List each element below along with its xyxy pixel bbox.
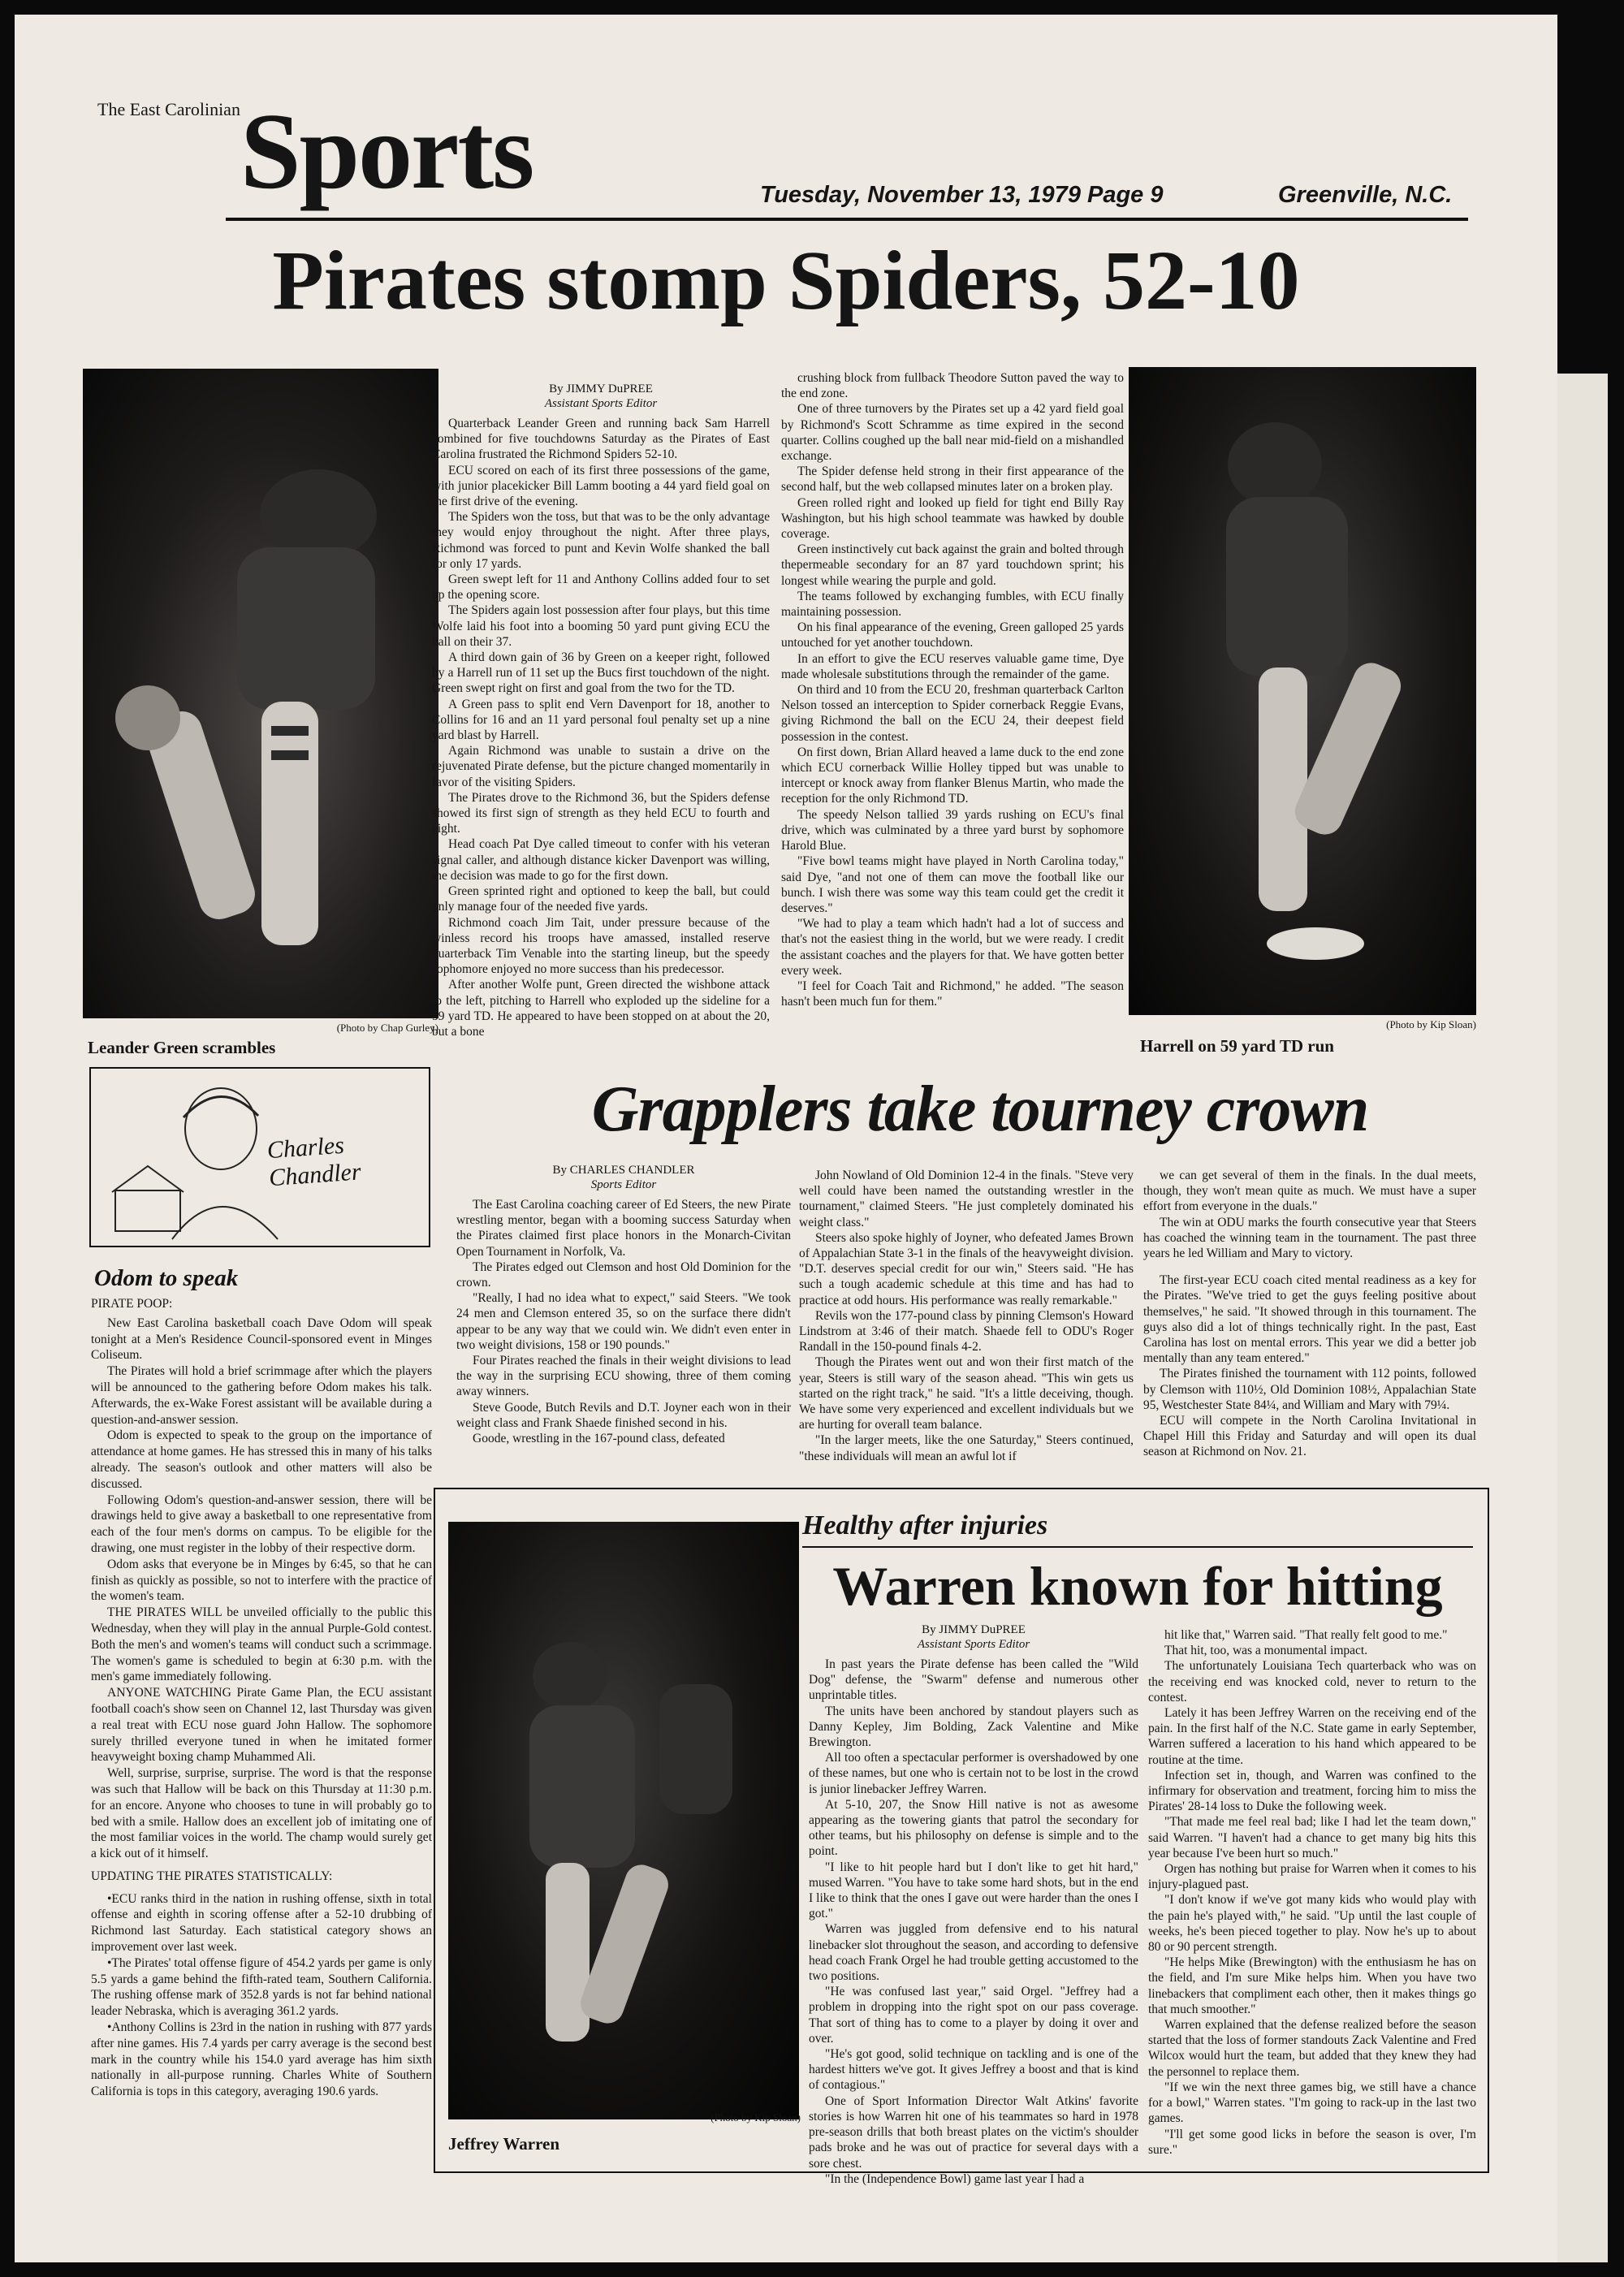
warren-byline-title: Assistant Sports Editor <box>917 1638 1030 1651</box>
paragraph: Head coach Pat Dye called timeout to confer with his veteran signal caller, and although distance kicker Davenport was willing, the decision was made to go for the first down. <box>432 837 770 883</box>
paragraph: All too often a spectacular performer is overshadowed by one of these names, but one who is certain not to be lost in the crowd is junior linebacker Jeffrey Warren. <box>809 1751 1138 1796</box>
warren-story-box <box>434 1488 1489 2186</box>
warren-headline: Warren known for hitting <box>832 1555 1443 1617</box>
paragraph: we can get several of them in the finals. In the dual meets, though, they won't mean quite as much. We must have a super effort from everyone in the duals." <box>1143 1169 1476 1214</box>
lead-column-1 <box>432 382 770 1056</box>
paragraph: Warren explained that the defense realized before the season started that the loss of former standouts Zack Valentine and Fred Wilcox would hurt the team, but added that they knew they had the personnel to replace them. <box>1148 2018 1476 2079</box>
columnist-sig-box <box>89 1067 430 1247</box>
paragraph: One of Sport Information Director Walt Atkins' favorite stories is how Warren hit one of his teammates so hard in 1978 pre-season drills that both breast plates on the victim's shoulder pads broke and he was out of practice for several days with a sore chest. <box>809 2093 1138 2171</box>
paragraph: Richmond coach Jim Tait, under pressure because of the winless record his troops have amassed, installed reserve quarterback Tim Venable into the starting lineup, but the speedy sophomore enjoyed no more success than his predecessor. <box>432 915 770 977</box>
paragraph: The units have been anchored by standout players such as Danny Kepley, Jim Bolding, Zack Valentine and Mike Brewington. <box>809 1704 1138 1750</box>
paragraph: A third down gain of 36 by Green on a keeper right, followed by a Harrell run of 11 set up the Bucs first touchdown of the night. Green swept right on first and goal from the two for the TD. <box>432 650 770 696</box>
paragraph: Quarterback Leander Green and running back Sam Harrell combined for five touchdowns Saturday as the Pirates of East Carolina frustrated the Richmond Spiders 52-10. <box>432 417 770 462</box>
paragraph: •Anthony Collins is 23rd in the nation in rushing with 877 yards after nine games. His 7.4 yards per carry average is the second best mark in the country while his 154.0 yard average has him sixth nationally in all-purpose running. Charles White of Southern California is tops in this category, averaging 190.6 yards. <box>91 2020 432 2099</box>
paragraph: At 5-10, 207, the Snow Hill native is not as awesome appearing as the towering giants that patrol the secondary for other teams, but his philosophy on defense is simple and to the point. <box>809 1797 1138 1859</box>
paragraph: Again Richmond was unable to sustain a drive on the rejuvenated Pirate defense, but the picture changed momentarily in favor of the visiting Spiders. <box>432 744 770 789</box>
paragraph: One of three turnovers by the Pirates set up a 42 yard field goal by Richmond's Scott Schramme as time expired in the second quarter. Collins coughed up the ball near mid-field on a mishandled exchange. <box>781 402 1124 464</box>
paragraph: The first-year ECU coach cited mental readiness as a key for the Pirates. "We've tried to get the guys feeling positive about themselves," he said. "It showed through in this tournament. The guys also did a lot of things technically right. In the past, East Carolina has lost on mental errors. This year we did a better job mentally than any team entered." <box>1143 1273 1476 1366</box>
kicker-rule <box>802 1546 1473 1548</box>
paragraph: Though the Pirates went out and won their first match of the year, Steers is still wary of the season ahead. "This win gets us started on the right track," he said. "It's a little deceiving, though. We have some very experienced and excellent individuals but we are hurting for overall team balance. <box>799 1355 1134 1432</box>
paragraph: The Spider defense held strong in their first appearance of the second half, but the web collapsed minutes later on a broken play. <box>781 464 1124 495</box>
paragraph: UPDATING THE PIRATES STATISTICALLY: <box>91 1869 333 1883</box>
wrestling-byline-title: Sports Editor <box>590 1178 657 1191</box>
paragraph: The Spiders won the toss, but that was to be the only advantage they would enjoy throughout the night. After three plays, Richmond was forced to punt and Kevin Wolfe shanked the ball for only 17 yards. <box>432 510 770 571</box>
paragraph: Following Odom's question-and-answer session, there will be drawings held to give away a basketball to one representative from each of the four men's dorms on campus. To be eligible for the drawing, one must register in the lobby of their respective dorm. <box>91 1493 432 1555</box>
paragraph: The Pirates finished the tournament with 112 points, followed by Clemson with 110½, Old Dominion 108½, Appalachian State 95, Westchester State 84¼, and William and Mary with 79¼. <box>1143 1367 1476 1412</box>
wrestling-column-2 <box>799 1168 1134 1475</box>
paragraph: Orgen has nothing but praise for Warren when it comes to his injury-plagued past. <box>1148 1862 1476 1892</box>
paragraph: Green swept left for 11 and Anthony Collins added four to set up the opening score. <box>432 572 770 603</box>
paragraph: The Pirates drove to the Richmond 36, but the Spiders defense showed its first sign of strength as they held ECU to fourth and eight. <box>432 790 770 836</box>
photo-jeffrey-warren <box>448 1522 799 2119</box>
paragraph: The speedy Nelson tallied 39 yards rushing on ECU's final drive, which was culminated by a three yard burst by sophomore Harold Blue. <box>781 807 1124 853</box>
paragraph: That hit, too, was a monumental impact. <box>1164 1644 1368 1658</box>
wrestling-headline: Grapplers take tourney crown <box>591 1074 1369 1145</box>
wrestling-byline: By CHARLES CHANDLER <box>552 1164 695 1177</box>
newspaper-page <box>15 15 1557 2262</box>
photo-right-caption: Harrell on 59 yard TD run <box>1140 1036 1334 1056</box>
paragraph: The Pirates will hold a brief scrimmage after which the players will be announced to the gathering before Odom makes his talk. Afterwards, the ex-Wake Forest assistant will be available during a question-and-answer session. <box>91 1364 432 1427</box>
paragraph: A Green pass to split end Vern Davenport for 18, another to Collins for 16 and an 11 yard personal foul penalty set up a nine yard blast by Harrell. <box>432 697 770 743</box>
paragraph: "I'll get some good licks in before the season is over, I'm sure." <box>1148 2127 1476 2157</box>
paragraph: In past years the Pirate defense has been called the "Wild Dog" defense, the "Swarm" defense and numerous other unprintable titles. <box>809 1657 1138 1703</box>
paragraph <box>1143 1261 1476 1272</box>
paragraph: Steers also spoke highly of Joyner, who defeated James Brown of Appalachian State 3-1 in the finals of the heavyweight division. "D.T. deserves special credit for our win," Steers said. "He has such a tough academic schedule at this time and has had to practice at odd hours. His performance was really remarkable." <box>799 1230 1134 1307</box>
paragraph: The Spiders again lost possession after four plays, but this time Wolfe laid his foot into a booming 50 yard punt giving ECU the ball on their 37. <box>432 603 770 649</box>
photo-left-credit: (Photo by Chap Gurley) <box>336 1022 438 1034</box>
paragraph: "He was confused last year," said Orgel. "Jeffrey had a problem in dropping into the right spot on our pass coverage. That sort of thing has to come to a player by doing it over and over. <box>809 1985 1138 2046</box>
paragraph: New East Carolina basketball coach Dave Odom will speak tonight at a Men's Residence Council-sponsored event in Minges Coliseum. <box>91 1316 432 1363</box>
paragraph: Steve Goode, Butch Revils and D.T. Joyner each won in their weight class and Frank Shaede finished second in his. <box>456 1400 791 1430</box>
paragraph: ECU will compete in the North Carolina Invitational in Chapel Hill this Friday and Saturday and will open its dual season at Richmond on Nov. 21. <box>1143 1414 1476 1459</box>
paragraph: On third and 10 from the ECU 20, freshman quarterback Carlton Nelson tossed an interception to Spider cornerback Reggie Evans, giving Richmond the ball on the ECU 24, their deepest field possession in the contest. <box>781 683 1124 744</box>
warren-photo-caption: Jeffrey Warren <box>448 2134 560 2154</box>
paragraph: ECU scored on each of its first three possessions of the game, with junior placekicker Bill Lamm booting a 44 yard field goal on the first drive of the evening. <box>432 463 770 509</box>
football-player-figure <box>83 369 438 1018</box>
warren-byline: By JIMMY DuPREE <box>922 1623 1026 1636</box>
paragraph: crushing block from fullback Theodore Sutton paved the way to the end zone. <box>781 371 1124 401</box>
location: Greenville, N.C. <box>1278 182 1453 208</box>
column-title: Odom to speak <box>94 1265 239 1291</box>
paragraph: "We had to play a team which hadn't had a lot of success and that's not the easiest thing in the world, but we were ready. I credit the assistant coaches and the players for that. We have gotten better every week. <box>781 917 1124 978</box>
paragraph: Infection set in, though, and Warren was confined to the infirmary for observation and treatment, forcing him to miss the Pirates' 28-14 loss to Duke the following week. <box>1148 1768 1476 1814</box>
warren-photo-credit: (Photo by Kip Sloan) <box>710 2111 801 2124</box>
paragraph: Warren was juggled from defensive end to his natural linebacker slot throughout the season, and according to defensive head coach Frank Orgel he had trouble getting accustomed to the two positions. <box>809 1922 1138 1984</box>
dateline: Tuesday, November 13, 1979 Page 9 <box>760 182 1164 208</box>
lead-byline: By JIMMY DuPREE <box>549 382 653 395</box>
paragraph: hit like that," Warren said. "That really felt good to me." <box>1164 1628 1448 1642</box>
paragraph: On first down, Brian Allard heaved a lame duck to the end zone which ECU cornerback Willie Holley tipped but was unable to intercept or knock away from flanker Blenus Martin, who made the reception for the only Richmond TD. <box>781 745 1124 806</box>
paragraph: "In the larger meets, like the one Saturday," Steers continued, "these individuals will mean an awful lot if <box>799 1433 1134 1463</box>
paragraph: Revils won the 177-pound class by pinning Clemson's Howard Lindstrom at 3:46 of their match. Shaede fell to ODU's Roger Randall in the 150-pound finals 4-2. <box>799 1308 1134 1355</box>
photo-leander-green <box>83 369 438 1018</box>
columnist-signature: Charles Chandler <box>266 1131 362 1192</box>
warren-kicker: Healthy after injuries <box>802 1510 1048 1540</box>
paragraph: "If we win the next three games big, we still have a chance for a bowl," Warren states. "I'm going to rack-up in the last two games. <box>1148 2080 1476 2126</box>
photo-right-credit: (Photo by Kip Sloan) <box>1386 1018 1476 1030</box>
section-title: Sports <box>240 91 533 211</box>
paragraph: "He helps Mike (Brewington) with the enthusiasm he has on the field, and I'm sure Mike helps him. When you have two linebackers that compliment each other, then it makes things go that much smoother." <box>1148 1955 1476 2016</box>
paragraph: John Nowland of Old Dominion 12-4 in the finals. "Steve very well could have been named the outstanding wrestler in the tournament," claimed Steers. "He just completely dominated his weight class." <box>799 1169 1134 1229</box>
paragraph: "Five bowl teams might have played in North Carolina today," said Dye, "and not one of them can move the football like our bunch. I wish there was some way this team could get the credit it deserves." <box>781 854 1124 915</box>
paragraph: The Pirates edged out Clemson and host Old Dominion for the crown. <box>456 1259 791 1290</box>
wrestling-column-1 <box>456 1163 791 1471</box>
paragraph: "He's got good, solid technique on tackling and is one of the hardest hitters we've got. It gives Jeffrey a boost and that is kind of contagious." <box>809 2047 1138 2093</box>
paragraph: Odom is expected to speak to the group on the importance of attendance at home games. He has stressed this in many of his talks already. The season's outlook and other matters will also be discussed. <box>91 1428 432 1491</box>
lead-col1-text <box>432 416 770 1039</box>
paragraph: "I don't know if we've got many kids who would play with the pain he's played with," he said. "Up until the last couple of weeks, he's been pieced together to play. Now he's up to about 80 or 90 percent strength. <box>1148 1893 1476 1955</box>
paragraph: The win at ODU marks the fourth consecutive year that Steers has coached the winning team in the tournament. The past three years he led William and Mary to victory. <box>1143 1215 1476 1261</box>
lead-byline-title: Assistant Sports Editor <box>544 397 658 410</box>
paragraph: Lately it has been Jeffrey Warren on the receiving end of the pain. In the first half of the N.C. State game in early September, Warren suffered a laceration to his hand which appeared to be routine at the time. <box>1148 1706 1476 1767</box>
paragraph: THE PIRATES WILL be unveiled officially to the public this Wednesday, when they will play in the annual Purple-Gold contest. Both the men's and women's teams will conduct such a scrimmage. The women's game is scheduled to begin at 6:30 p.m. with the men's game immediately following. <box>91 1605 432 1684</box>
paragraph: Green rolled right and looked up field for tight end Billy Ray Washington, but his high school teammate was hawked by double coverage. <box>781 495 1124 542</box>
wrestling-column-3 <box>1143 1168 1476 1475</box>
photo-harrell <box>1129 367 1476 1015</box>
paragraph: Green sprinted right and optioned to keep the ball, but could only manage four of the needed five yards. <box>432 884 770 914</box>
paragraph: Odom asks that everyone be in Minges by 6:45, so that he can finish as quickly as possible, so not to interfere with the practice of the women's team. <box>91 1557 432 1604</box>
paragraph: In an effort to give the ECU reserves valuable game time, Dye made wholesale substitutions through the remainder of the game. <box>781 651 1124 681</box>
column-body <box>91 1296 432 2238</box>
paragraph: Well, surprise, surprise, surprise. The word is that the response was such that Hallow will be back on this Thursday at 11:30 p.m. for an encore. Anyone who chooses to tune in will probably go to bed with a smile. Hallow does an excellent job of imitating one of the most familiar voices in the world. The champ would surely get a kick out of it himself. <box>91 1766 432 1861</box>
paragraph: "I like to hit people hard but I don't like to get hit hard," mused Warren. "You have to take some hard shots, but in the end I like to think that the ones I gave out were harder than the ones I got." <box>809 1860 1138 1921</box>
paragraph: Green instinctively cut back against the grain and bolted through thepermeable secondary for an 87 yard touchdown sprint; his longest while wearing the purple and gold. <box>781 542 1124 588</box>
paragraph: "Really, I had no idea what to expect," said Steers. "We took 24 men and Clemson entered 35, so on the surface there didn't appear to be any way that we could win. We didn't even enter in two weight divisions, 158 or 190 pounds." <box>456 1291 791 1352</box>
warren-column-2 <box>1148 1627 1476 2162</box>
column-kicker: PIRATE POOP: <box>91 1297 173 1311</box>
paragraph: •The Pirates' total offense figure of 454.2 yards per game is only 5.5 yards a game behind the fifth-rated team, Southern California. The rushing offense mark of 352.8 yards is not far behind national leader Nebraska, which is averaging 361.2 yards. <box>91 1955 432 2019</box>
paragraph: The unfortunately Louisiana Tech quarterback who was on the receiving end was knocked cold, never to return to the contest. <box>1148 1659 1476 1705</box>
linebacker-figure <box>448 1522 799 2119</box>
photo-left-caption: Leander Green scrambles <box>88 1038 276 1057</box>
paragraph: •ECU ranks third in the nation in rushing offense, sixth in total offense and eighth in scoring offense after a 52-10 drubbing of Richmond last Saturday. Each statistical category shows an improvement over last week. <box>91 1891 432 1955</box>
paper-name: The East Carolinian <box>97 99 240 119</box>
paragraph: "In the (Independence Bowl) game last year I had a <box>825 2171 1085 2186</box>
paragraph: The East Carolina coaching career of Ed Steers, the new Pirate wrestling mentor, began with a booming success Saturday when the Pirates claimed first place honors in the Monarch-Civitan Open Tournament in Norfolk, Va. <box>456 1198 791 1259</box>
paragraph: Four Pirates reached the finals in their weight divisions to lead the way in the surprising ECU showing, three of them coming away winners. <box>456 1354 791 1399</box>
lead-headline: Pirates stomp Spiders, 52-10 <box>272 234 1300 327</box>
paragraph: After another Wolfe punt, Green directed the wishbone attack to the left, pitching to Harrell who exploded up the sideline for a 59 yard TD. He appeared to have been stopped on at about the 20, but a bone <box>432 978 770 1039</box>
masthead-rule <box>226 218 1468 221</box>
paragraph: On his final appearance of the evening, Green galloped 25 yards untouched for yet another touchdown. <box>781 620 1124 650</box>
paragraph: "That made me feel real bad; like I had let the team down," said Warren. "I haven't had a chance to get many big hits this year because I've been hurt so much." <box>1148 1815 1476 1860</box>
running-player-figure <box>1129 367 1476 1015</box>
paragraph: ANYONE WATCHING Pirate Game Plan, the ECU assistant football coach's show seen on Channel 12, last Thursday was given a real treat with ECU nose guard John Hallow. The sophomore surely thrilled everyone tuned in when he imitated former heavyweight boxing champ Muhammed Ali. <box>91 1686 432 1765</box>
lead-column-2 <box>781 370 1124 1051</box>
adjacent-page-edge <box>1557 374 1608 2262</box>
paragraph: The teams followed by exchanging fumbles, with ECU finally maintaining possession. <box>781 589 1124 620</box>
paragraph: Goode, wrestling in the 167-pound class, defeated <box>473 1432 725 1446</box>
paragraph: "I feel for Coach Tait and Richmond," he added. "The season hasn't been much fun for them." <box>781 979 1124 1009</box>
warren-column-1 <box>809 1622 1138 2186</box>
